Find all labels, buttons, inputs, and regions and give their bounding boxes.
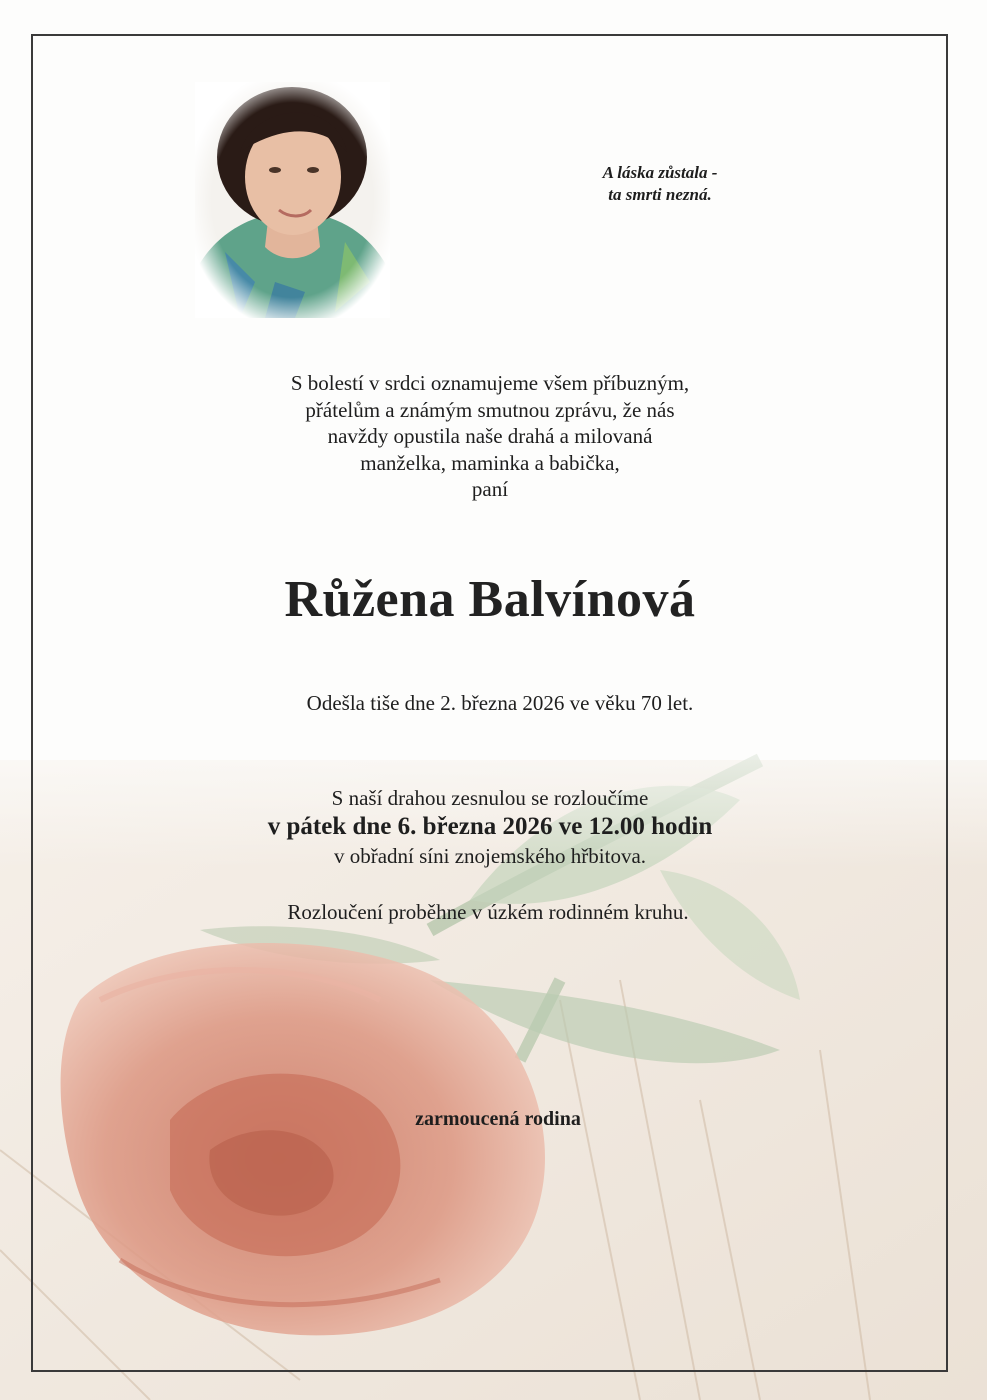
- family-signature: zarmoucená rodina: [415, 1108, 581, 1130]
- motto-quote: [560, 162, 760, 206]
- motto-line-1: A láska zůstala -: [602, 163, 718, 182]
- death-date-note: Odešla tiše dne 2. března 2026 ve věku 70 let.: [306, 691, 694, 715]
- announcement-line-2: přátelům a známým smutnou zprávu, že nás: [305, 397, 675, 422]
- funeral-details: [190, 784, 790, 870]
- funeral-location: v obřadní síni znojemského hřbitova.: [333, 844, 647, 868]
- announcement-line-4: manželka, maminka a babička,: [360, 450, 620, 475]
- deceased-name: Růžena Balvínová: [284, 571, 696, 628]
- funeral-date-time: v pátek dne 6. března 2026 ve 12.00 hodin: [267, 813, 713, 840]
- portrait-photo: [195, 82, 390, 318]
- announcement-line-1: S bolestí v srdci oznamujeme všem příbuzným,: [290, 371, 690, 395]
- private-ceremony-note: Rozloučení proběhne v úzkém rodinném kruhu.: [287, 900, 689, 924]
- announcement-text: [190, 370, 790, 503]
- announcement-line-5: paní: [471, 477, 509, 501]
- farewell-line-1: S naší drahou zesnulou se rozloučíme: [331, 786, 649, 810]
- announcement-line-3: navždy opustila naše drahá a milovaná: [327, 424, 653, 448]
- motto-line-2: ta smrti nezná.: [608, 185, 712, 204]
